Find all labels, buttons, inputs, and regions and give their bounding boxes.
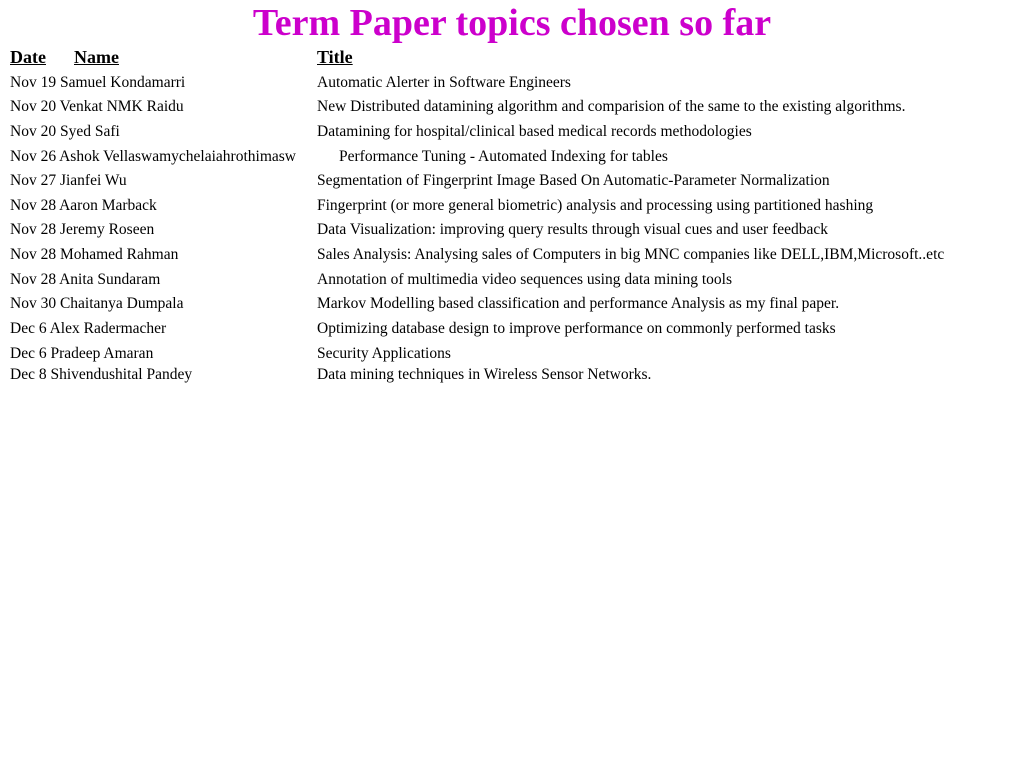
table-row xyxy=(0,146,1024,168)
table-row xyxy=(0,121,1024,143)
table-row xyxy=(0,343,1024,365)
table-row xyxy=(0,293,1024,315)
row-title: Sales Analysis: Analysing sales of Computers in big MNC companies like DELL,IBM,Microsoft..etc xyxy=(317,246,945,263)
row-date-name: Nov 28 Mohamed Rahman xyxy=(10,246,179,263)
row-title: Segmentation of Fingerprint Image Based On Automatic-Parameter Normalization xyxy=(317,172,830,189)
table-row xyxy=(0,195,1024,217)
row-title: Fingerprint (or more general biometric) analysis and processing using partitioned hashing xyxy=(317,197,874,214)
row-date-name: Nov 28 Anita Sundaram xyxy=(10,271,161,288)
page-title: Term Paper topics chosen so far xyxy=(252,2,772,44)
row-title: Data mining techniques in Wireless Sensor Networks. xyxy=(317,366,652,383)
row-title: Performance Tuning - Automated Indexing for tables xyxy=(339,148,668,165)
row-date-name: Nov 19 Samuel Kondamarri xyxy=(10,74,186,91)
row-title: Datamining for hospital/clinical based medical records methodologies xyxy=(317,123,752,140)
row-title: Automatic Alerter in Software Engineers xyxy=(317,74,571,91)
table-row xyxy=(0,96,1024,118)
table-row xyxy=(0,244,1024,266)
header-date: Date xyxy=(10,47,46,67)
row-title: Annotation of multimedia video sequences using data mining tools xyxy=(317,271,732,288)
row-date-name: Dec 6 Pradeep Amaran xyxy=(10,345,154,362)
table-row xyxy=(0,318,1024,340)
row-title: Markov Modelling based classification and performance Analysis as my final paper. xyxy=(317,295,840,312)
table-row xyxy=(0,364,1024,386)
row-title: Security Applications xyxy=(317,345,451,362)
row-date-name: Nov 30 Chaitanya Dumpala xyxy=(10,295,184,312)
row-date-name: Nov 20 Venkat NMK Raidu xyxy=(10,98,184,115)
table-row xyxy=(0,269,1024,291)
row-date-name: Dec 6 Alex Radermacher xyxy=(10,320,167,337)
table-row xyxy=(0,72,1024,94)
row-date-name: Nov 20 Syed Safi xyxy=(10,123,120,140)
row-date-name: Nov 28 Jeremy Roseen xyxy=(10,221,155,238)
row-date-name: Nov 26 Ashok Vellaswamychelaiahrothimasw xyxy=(10,148,296,165)
row-date-name: Nov 28 Aaron Marback xyxy=(10,197,157,214)
row-date-name: Nov 27 Jianfei Wu xyxy=(10,172,127,189)
row-date-name: Dec 8 Shivendushital Pandey xyxy=(10,366,193,383)
row-title: Optimizing database design to improve performance on commonly performed tasks xyxy=(317,320,836,337)
row-title: New Distributed datamining algorithm and comparision of the same to the existing algorithms. xyxy=(317,98,906,115)
table-row xyxy=(0,219,1024,241)
header-name: Name xyxy=(74,47,119,67)
row-title: Data Visualization: improving query results through visual cues and user feedback xyxy=(317,221,829,238)
table-row xyxy=(0,170,1024,192)
header-title: Title xyxy=(317,47,353,67)
